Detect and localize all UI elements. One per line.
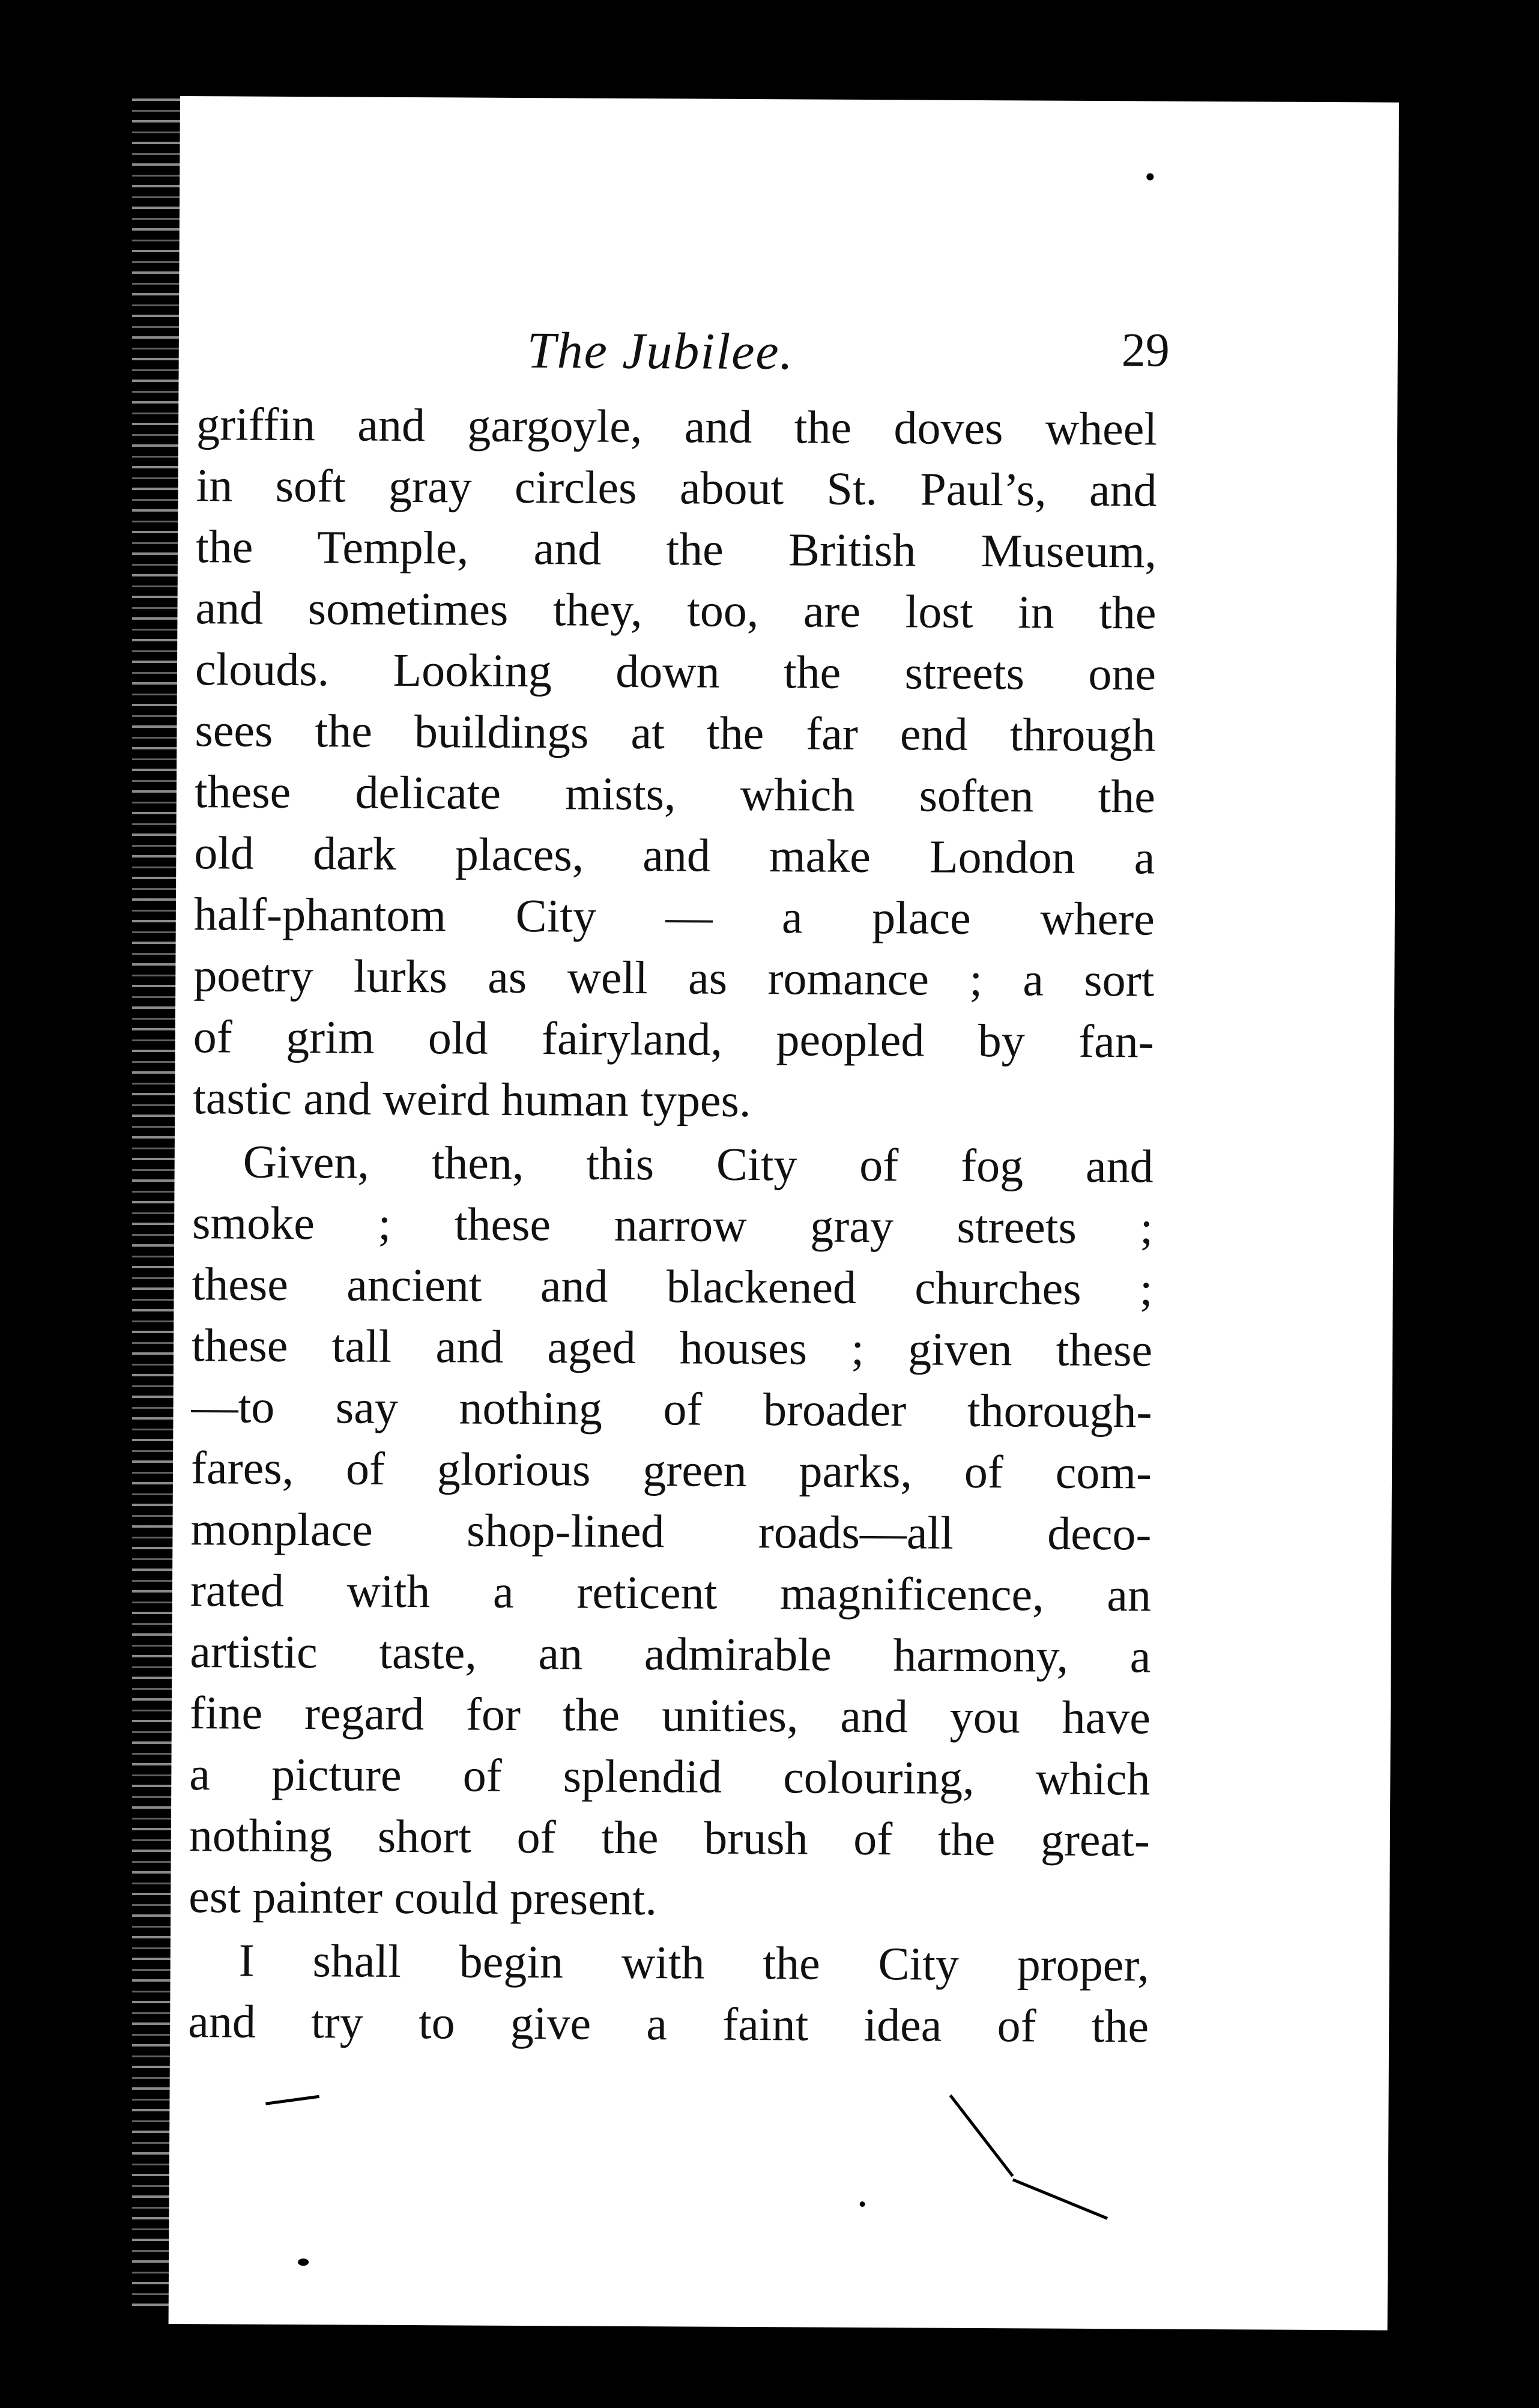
pen-stroke bbox=[1012, 2178, 1108, 2219]
text-line: fine regard for the unities, and you have bbox=[189, 1686, 1151, 1744]
running-head bbox=[178, 318, 1398, 397]
text-line: and try to give a faint idea of the bbox=[187, 1995, 1149, 2053]
ink-speck bbox=[1146, 173, 1153, 180]
ink-speck bbox=[298, 2258, 309, 2266]
ink-speck bbox=[860, 2201, 865, 2207]
text-line: these delicate mists, which soften the bbox=[194, 765, 1156, 823]
text-line: monplace shop-lined roads—all deco- bbox=[190, 1502, 1152, 1560]
text-line: poetry lurks as well as romance ; a sort bbox=[193, 949, 1155, 1006]
text-line: smoke ; these narrow gray streets ; bbox=[192, 1196, 1153, 1254]
text-line: fares, of glorious green parks, of com- bbox=[190, 1441, 1152, 1499]
text-line: rated with a reticent magnificence, an bbox=[190, 1564, 1152, 1621]
text-line: of grim old fairyland, peopled by fan- bbox=[193, 1010, 1155, 1068]
text-line: tastic and weird human types. bbox=[193, 1071, 751, 1127]
text-line: these ancient and blackened churches ; bbox=[192, 1257, 1153, 1315]
text-line: Given, then, this City of fog and bbox=[243, 1135, 1153, 1193]
text-line: griffin and gargoyle, and the doves wheel bbox=[196, 398, 1158, 455]
text-line: the Temple, and the British Museum, bbox=[195, 520, 1157, 578]
text-line: these tall and aged houses ; given these bbox=[191, 1319, 1153, 1376]
text-line: half-phantom City — a place where bbox=[193, 888, 1155, 945]
text-line: nothing short of the brush of the great- bbox=[189, 1809, 1150, 1866]
book-page bbox=[169, 96, 1399, 2331]
body-text bbox=[188, 393, 1157, 2057]
text-line: and sometimes they, too, are lost in the bbox=[195, 581, 1157, 639]
text-line: est painter could present. bbox=[189, 1870, 658, 1925]
text-line: a picture of splendid colouring, which bbox=[189, 1747, 1150, 1805]
page-number: 29 bbox=[1121, 324, 1170, 377]
running-head-title: The Jubilee. bbox=[527, 321, 794, 381]
text-line: artistic taste, an admirable harmony, a bbox=[190, 1625, 1151, 1683]
text-line: —to say nothing of broader thorough- bbox=[191, 1380, 1152, 1438]
text-line: I shall begin with the City proper, bbox=[238, 1934, 1149, 1991]
text-line: old dark places, and make London a bbox=[194, 826, 1155, 884]
text-line: clouds. Looking down the streets one bbox=[195, 643, 1157, 700]
text-line: sees the buildings at the far end through bbox=[195, 704, 1156, 761]
text-line: in soft gray circles about St. Paul’s, and bbox=[196, 459, 1157, 516]
pen-stroke bbox=[265, 2095, 319, 2105]
pen-stroke bbox=[949, 2095, 1014, 2177]
